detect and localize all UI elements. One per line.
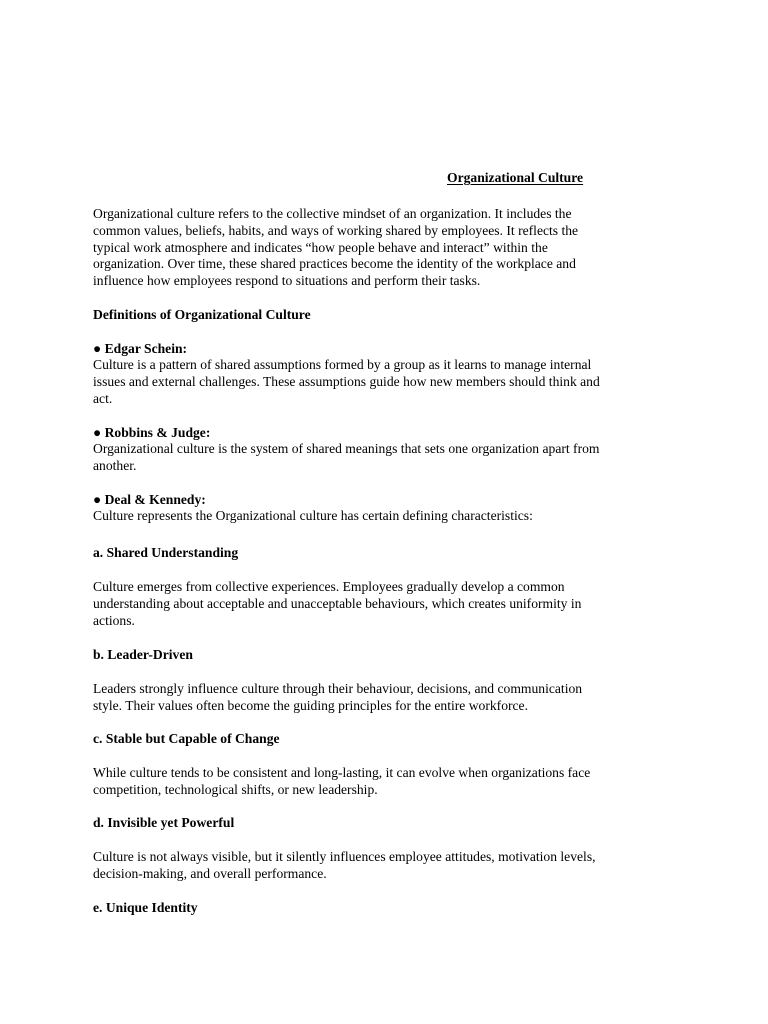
characteristic-text-stable-but-capable: While culture tends to be consistent and long-lasting, it can evolve when organizations face competition, technological shifts, or new leadership.	[93, 765, 591, 797]
characteristic-text-invisible-yet-powerful: Culture is not always visible, but it silently influences employee attitudes, motivation levels, decision-making, and overall performance.	[93, 849, 596, 881]
characteristic-heading-stable-but-capable: c. Stable but Capable of Change	[93, 731, 280, 746]
characteristic-text-shared-understanding: Culture emerges from collective experiences. Employees gradually develop a common understanding about acceptable and unacceptable behaviours, which creates uniformity in actions.	[93, 579, 582, 628]
definitions-heading: Definitions of Organizational Culture	[93, 307, 311, 322]
definition-author-deal-kennedy: ● Deal & Kennedy:	[93, 492, 206, 507]
characteristic-text-leader-driven: Leaders strongly influence culture through their behaviour, decisions, and communication style. Their values often become the guiding principles for the entire workforce.	[93, 681, 583, 713]
document-title: Organizational Culture	[447, 170, 584, 185]
intro-paragraph: Organizational culture refers to the collective mindset of an organization. It includes the common values, beliefs, habits, and ways of working shared by employees. It reflects the typical work atmosphere and indicates “how people behave and interact” within the organization. Over time, these shared practices become the identity of the workplace and influence how employees respond to situations and perform their tasks.	[93, 206, 579, 289]
definition-author-schein: ● Edgar Schein:	[93, 341, 188, 356]
characteristic-heading-leader-driven: b. Leader-Driven	[93, 647, 193, 662]
definition-text-schein: Culture is a pattern of shared assumptions formed by a group as it learns to manage internal issues and external challenges. These assumptions guide how new members should think and act.	[93, 357, 600, 406]
characteristic-heading-shared-understanding: a. Shared Understanding	[93, 545, 239, 560]
definition-text-deal-kennedy: Culture represents the Organizational culture has certain defining characteristics:	[93, 508, 533, 523]
characteristic-heading-invisible-yet-powerful: d. Invisible yet Powerful	[93, 815, 235, 830]
definition-text-robbins-judge: Organizational culture is the system of shared meanings that sets one organization apart from another.	[93, 441, 600, 473]
definition-author-robbins-judge: ● Robbins & Judge:	[93, 425, 211, 440]
characteristic-heading-unique-identity: e. Unique Identity	[93, 900, 198, 915]
